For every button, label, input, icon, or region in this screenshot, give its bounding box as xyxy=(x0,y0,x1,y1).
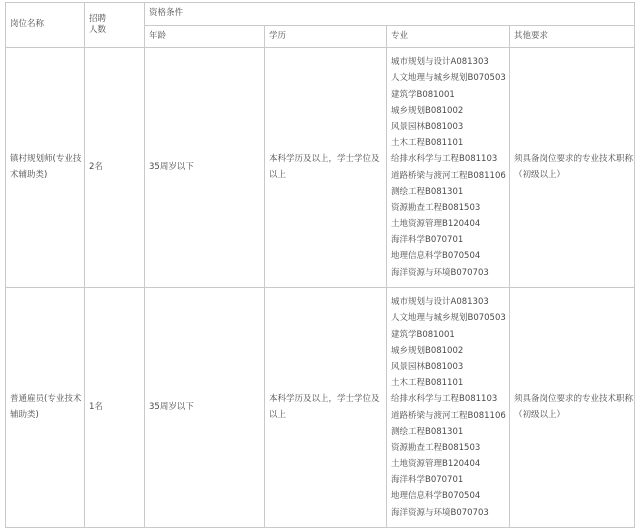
other-requirement-cell: 须具备岗位要求的专业技术职称（初级以上） xyxy=(510,48,635,288)
major-item: 道路桥梁与渡河工程B081106 xyxy=(391,170,506,181)
major-item: 土木工程B081101 xyxy=(391,138,464,149)
major-item: 海洋资源与环境B070703 xyxy=(391,507,489,518)
major-item: 资源勘查工程B081503 xyxy=(391,202,481,213)
major-item: 道路桥梁与渡河工程B081106 xyxy=(391,410,506,421)
major-item: 风景园林B081003 xyxy=(391,121,464,132)
header-quota-line2: 人数 xyxy=(89,25,107,35)
major-item: 测绘工程B081301 xyxy=(391,426,464,437)
position-cell: 镇村规划师(专业技术辅助类) xyxy=(6,48,85,288)
major-item: 土木工程B081101 xyxy=(391,378,464,389)
quota-cell: 1名 xyxy=(85,288,145,528)
other-requirement-cell: 须具备岗位要求的专业技术职称（初级以上） xyxy=(510,288,635,528)
major-cell xyxy=(387,288,510,528)
quota-cell: 2名 xyxy=(85,48,145,288)
major-item: 给排水科学与工程B081103 xyxy=(391,154,498,165)
major-item: 海洋科学B070701 xyxy=(391,235,464,246)
major-item: 土地资源管理B120404 xyxy=(391,219,481,230)
major-item: 城乡规划B081002 xyxy=(391,105,464,116)
major-item: 城市规划与设计A081303 xyxy=(391,57,489,68)
major-item: 地理信息科学B070504 xyxy=(391,251,481,262)
major-item: 建筑学B081001 xyxy=(391,329,455,340)
major-item: 人文地理与城乡规划B070503 xyxy=(391,313,506,324)
major-item: 建筑学B081001 xyxy=(391,89,455,100)
major-item: 海洋科学B070701 xyxy=(391,475,464,486)
major-item: 风景园林B081003 xyxy=(391,361,464,372)
education-cell: 本科学历及以上，学士学位及以上 xyxy=(265,48,387,288)
table-row xyxy=(6,288,635,528)
major-item: 人文地理与城乡规划B070503 xyxy=(391,73,506,84)
major-item: 城乡规划B081002 xyxy=(391,345,464,356)
header-age: 年龄 xyxy=(145,26,265,48)
age-cell: 35周岁以下 xyxy=(145,48,265,288)
major-item: 土地资源管理B120404 xyxy=(391,459,481,470)
age-cell: 35周岁以下 xyxy=(145,288,265,528)
major-list xyxy=(391,294,509,521)
major-item: 城市规划与设计A081303 xyxy=(391,297,489,308)
recruitment-table xyxy=(5,2,635,528)
major-item: 给排水科学与工程B081103 xyxy=(391,394,498,405)
major-item: 地理信息科学B070504 xyxy=(391,491,481,502)
header-major: 专业 xyxy=(387,26,510,48)
major-item: 资源勘查工程B081503 xyxy=(391,442,481,453)
header-quota xyxy=(85,3,145,48)
position-cell: 普通雇员(专业技术辅助类) xyxy=(6,288,85,528)
table-row xyxy=(6,48,635,288)
major-list xyxy=(391,54,509,281)
major-item: 测绘工程B081301 xyxy=(391,186,464,197)
header-other: 其他要求 xyxy=(510,26,635,48)
major-cell xyxy=(387,48,510,288)
major-item: 海洋资源与环境B070703 xyxy=(391,267,489,278)
header-quota-line1: 招聘 xyxy=(89,13,107,24)
header-qualifications: 资格条件 xyxy=(145,3,635,26)
header-row-1 xyxy=(6,3,635,26)
header-education: 学历 xyxy=(265,26,387,48)
education-cell: 本科学历及以上，学士学位及以上 xyxy=(265,288,387,528)
header-position: 岗位名称 xyxy=(6,3,85,48)
